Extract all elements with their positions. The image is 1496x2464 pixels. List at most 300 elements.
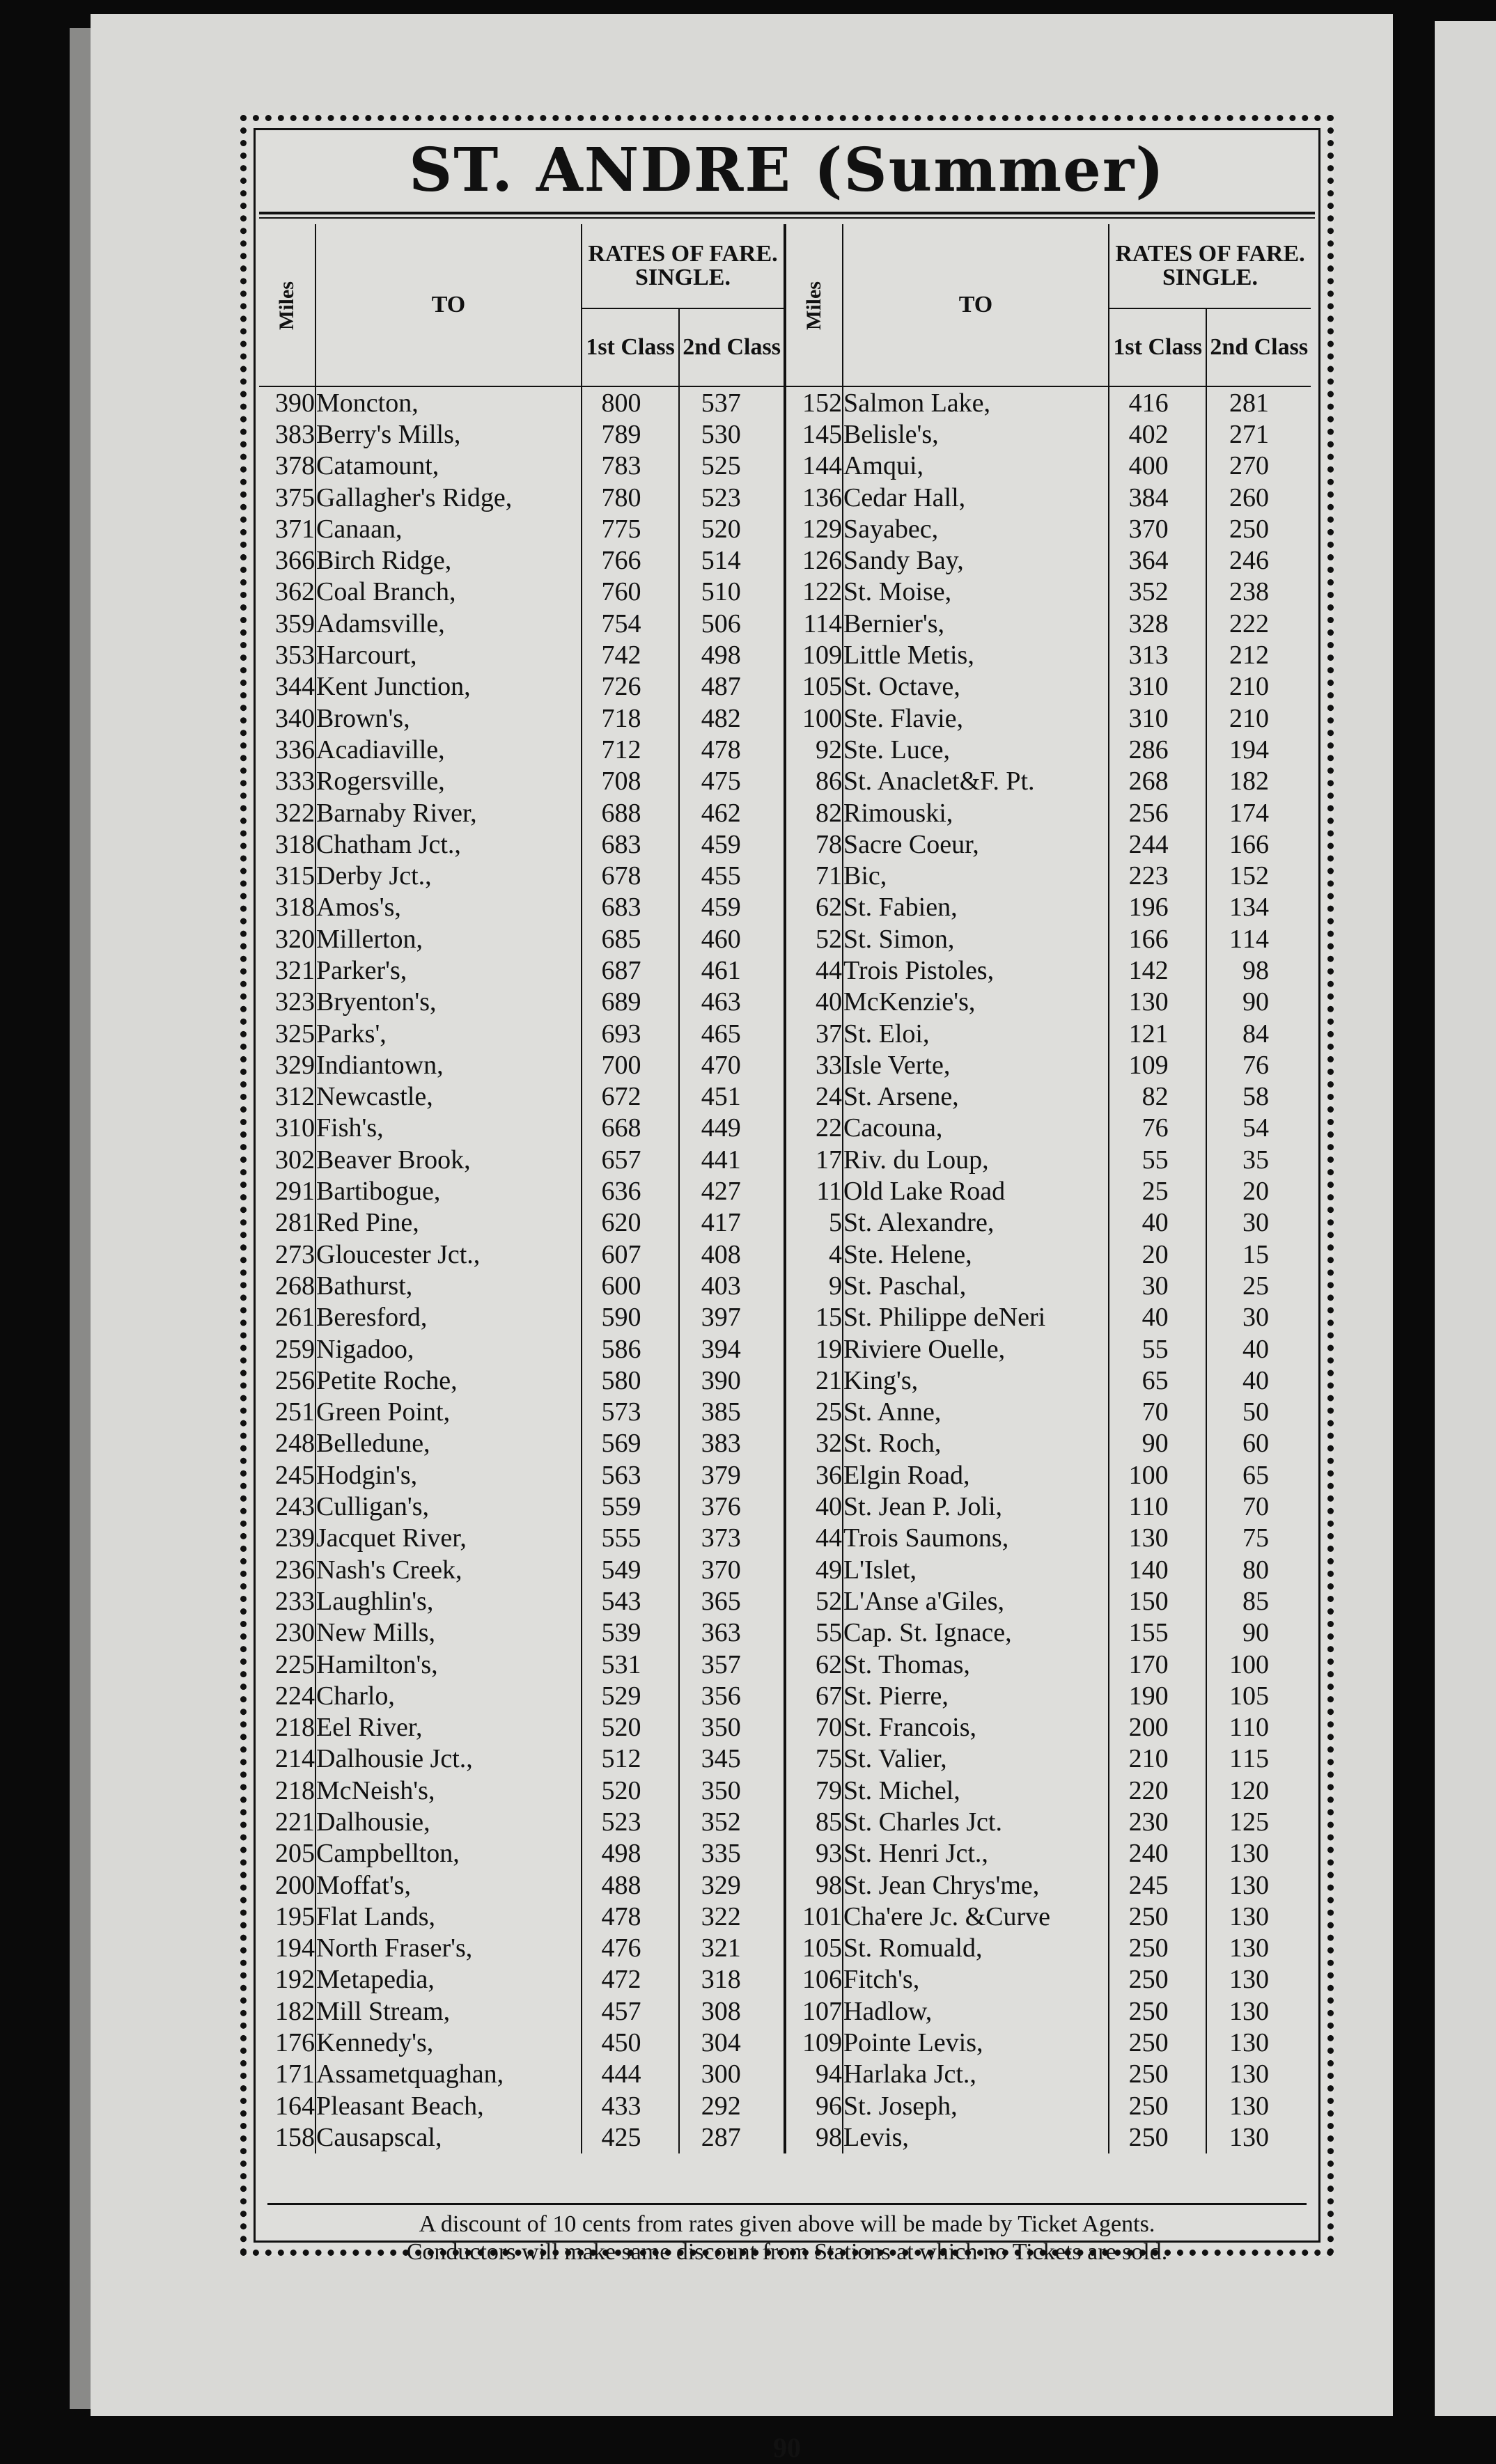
right-miles: 37 xyxy=(785,1018,843,1049)
left-second-cents: 45 xyxy=(715,1743,785,1775)
left-station: Dalhousie, xyxy=(315,1806,582,1837)
right-second-cents: 25 xyxy=(1242,1271,1269,1301)
right-second-dollars xyxy=(1206,1018,1242,1049)
left-first-dollars: 7 xyxy=(601,641,615,670)
left-second-dollars: 4 xyxy=(701,672,715,702)
left-miles: 371 xyxy=(259,513,315,544)
left-miles: 205 xyxy=(259,1838,315,1869)
right-first-cents: 23 xyxy=(1142,860,1207,891)
table-row xyxy=(259,987,1311,1018)
left-first-cents: 98 xyxy=(615,1838,680,1869)
right-first-dollars: 1 xyxy=(1128,893,1142,923)
right-miles: 44 xyxy=(785,1523,843,1554)
right-first-dollars: 4 xyxy=(1128,451,1142,481)
left-second-cents: 21 xyxy=(715,1933,785,1964)
right-second-cents: 35 xyxy=(1242,1145,1269,1175)
left-first-dollars: 4 xyxy=(601,1933,615,1963)
left-first-cents: 00 xyxy=(615,386,680,418)
right-first-cents: 40 xyxy=(1142,1838,1207,1869)
left-first-cents: 90 xyxy=(615,1302,680,1333)
left-second-cents: 70 xyxy=(715,1554,785,1585)
left-first-dollars: 5 xyxy=(601,1460,615,1490)
title-rule xyxy=(259,212,1315,219)
left-station: Kennedy's, xyxy=(315,2027,582,2058)
left-first-cents: 87 xyxy=(615,955,680,986)
right-station: St. Simon, xyxy=(843,923,1109,955)
left-miles: 323 xyxy=(259,987,315,1018)
left-first-cents: 23 xyxy=(615,1806,680,1837)
right-station: St. Paschal, xyxy=(843,1270,1109,1301)
table-row xyxy=(259,513,1311,544)
left-second-cents: 57 xyxy=(715,1649,785,1680)
right-station: St. Anaclet&F. Pt. xyxy=(843,766,1109,797)
right-miles: 49 xyxy=(785,1554,843,1585)
table-row xyxy=(259,1491,1311,1522)
left-second-cents: 18 xyxy=(715,1964,785,1995)
left-station: Indiantown, xyxy=(315,1049,582,1081)
right-second-dollars: 1 xyxy=(1229,1775,1242,1805)
right-miles: 52 xyxy=(785,923,843,955)
right-station: Levis, xyxy=(843,2121,1109,2153)
table-row xyxy=(259,1964,1311,1995)
right-miles: 78 xyxy=(785,829,843,860)
left-first-cents: 85 xyxy=(615,923,680,955)
right-station: St. Eloi, xyxy=(843,1018,1109,1049)
right-miles: 114 xyxy=(785,608,843,639)
right-second-cents: 60 xyxy=(1242,482,1269,512)
right-first-cents: 28 xyxy=(1142,608,1207,639)
left-first-dollars: 5 xyxy=(601,1492,615,1522)
table-row xyxy=(259,829,1311,860)
right-miles: 71 xyxy=(785,860,843,891)
left-second-dollars: 4 xyxy=(701,1113,715,1143)
left-station: Amos's, xyxy=(315,892,582,923)
right-station: L'Anse a'Giles, xyxy=(843,1585,1109,1617)
left-first-cents: 20 xyxy=(615,1775,680,1806)
left-station: Red Pine, xyxy=(315,1207,582,1239)
left-second-cents: 10 xyxy=(715,576,785,608)
right-second-dollars: 1 xyxy=(1229,829,1242,859)
miles-header-right: Miles xyxy=(785,224,843,386)
right-first-dollars: 1 xyxy=(1128,1523,1142,1553)
left-second-cents: 79 xyxy=(715,1459,785,1491)
left-second-dollars: 4 xyxy=(701,924,715,954)
right-second-dollars: 1 xyxy=(1229,1807,1242,1837)
left-station: Fish's, xyxy=(315,1113,582,1144)
right-miles: 11 xyxy=(785,1175,843,1207)
table-row xyxy=(259,1995,1311,2027)
right-first-cents: 40 xyxy=(1142,1554,1207,1585)
left-second-dollars: 4 xyxy=(701,1177,715,1207)
right-miles: 9 xyxy=(785,1270,843,1301)
left-first-cents: 12 xyxy=(615,1743,680,1775)
left-second-cents: 65 xyxy=(715,1018,785,1049)
table-row xyxy=(259,1680,1311,1711)
left-first-cents: 49 xyxy=(615,1554,680,1585)
left-station: Adamsville, xyxy=(315,608,582,639)
left-first-dollars: 6 xyxy=(601,1019,615,1049)
left-second-dollars: 3 xyxy=(701,1775,715,1805)
table-row xyxy=(259,1302,1311,1333)
left-first-cents: 43 xyxy=(615,1585,680,1617)
right-miles: 101 xyxy=(785,1901,843,1932)
table-row xyxy=(259,892,1311,923)
right-second-dollars: 2 xyxy=(1229,514,1242,544)
right-station: Fitch's, xyxy=(843,1964,1109,1995)
right-second-dollars: 1 xyxy=(1229,798,1242,828)
right-station: Sayabec, xyxy=(843,513,1109,544)
right-second-dollars: 2 xyxy=(1229,609,1242,638)
right-first-dollars: 2 xyxy=(1128,1744,1142,1774)
left-first-cents: 60 xyxy=(615,576,680,608)
right-first-cents: 96 xyxy=(1142,892,1207,923)
left-station: Beresford, xyxy=(315,1302,582,1333)
left-second-dollars: 4 xyxy=(701,893,715,923)
left-first-dollars: 6 xyxy=(601,987,615,1017)
left-second-cents: 83 xyxy=(715,1428,785,1459)
right-station: St. Thomas, xyxy=(843,1649,1109,1680)
left-second-dollars: 3 xyxy=(701,1713,715,1743)
right-miles: 152 xyxy=(785,386,843,418)
right-second-cents: 05 xyxy=(1242,1681,1269,1711)
left-second-dollars: 4 xyxy=(701,735,715,764)
right-first-dollars xyxy=(1109,1397,1142,1428)
left-first-cents: 78 xyxy=(615,1901,680,1932)
right-first-cents: 20 xyxy=(1142,1775,1207,1806)
right-first-dollars: 3 xyxy=(1128,609,1142,638)
right-miles: 17 xyxy=(785,1144,843,1175)
right-first-cents: 30 xyxy=(1142,1806,1207,1837)
left-second-cents: 17 xyxy=(715,1207,785,1239)
right-second-cents: 30 xyxy=(1242,1996,1269,2026)
right-second-cents: 40 xyxy=(1242,1334,1269,1364)
right-station: St. Arsene, xyxy=(843,1081,1109,1113)
right-miles: 40 xyxy=(785,987,843,1018)
left-second-cents: 50 xyxy=(715,1775,785,1806)
right-first-dollars: 2 xyxy=(1128,1807,1142,1837)
left-second-dollars: 3 xyxy=(701,1933,715,1963)
right-station: St. Joseph, xyxy=(843,2090,1109,2121)
left-first-cents: 36 xyxy=(615,1175,680,1207)
right-first-cents: 30 xyxy=(1142,1270,1207,1301)
left-second-dollars: 4 xyxy=(701,767,715,797)
left-first-dollars: 7 xyxy=(601,546,615,576)
right-first-dollars: 1 xyxy=(1128,1019,1142,1049)
right-second-dollars: 1 xyxy=(1229,1933,1242,1963)
left-first-dollars: 4 xyxy=(601,2028,615,2058)
left-station: Charlo, xyxy=(315,1680,582,1711)
left-miles: 333 xyxy=(259,766,315,797)
left-first-cents: 69 xyxy=(615,1428,680,1459)
right-first-dollars: 3 xyxy=(1128,514,1142,544)
left-first-dollars: 6 xyxy=(601,1271,615,1301)
right-second-cents: 90 xyxy=(1242,1618,1269,1648)
discount-note-line-1: A discount of 10 cents from rates given above will be made by Ticket Agents. xyxy=(419,2211,1155,2237)
discount-note xyxy=(267,2203,1307,2266)
left-first-dollars: 5 xyxy=(601,1429,615,1459)
left-station: Culligan's, xyxy=(315,1491,582,1522)
table-row xyxy=(259,418,1311,450)
left-second-cents: 87 xyxy=(715,671,785,703)
left-station: Nigadoo, xyxy=(315,1333,582,1365)
left-first-dollars: 8 xyxy=(601,388,615,418)
right-first-cents: 10 xyxy=(1142,703,1207,734)
right-second-cents: 20 xyxy=(1242,1177,1269,1207)
right-first-cents: 56 xyxy=(1142,797,1207,829)
right-miles: 94 xyxy=(785,2059,843,2090)
right-first-dollars: 3 xyxy=(1128,482,1142,512)
left-second-dollars: 3 xyxy=(701,1965,715,1995)
left-second-dollars: 4 xyxy=(701,1019,715,1049)
left-station: New Mills, xyxy=(315,1617,582,1649)
right-first-dollars: 2 xyxy=(1128,2059,1142,2089)
right-second-cents: 75 xyxy=(1242,1523,1269,1553)
right-first-dollars: 2 xyxy=(1128,2091,1142,2121)
left-second-dollars: 3 xyxy=(701,1523,715,1553)
left-miles: 344 xyxy=(259,671,315,703)
left-miles: 325 xyxy=(259,1018,315,1049)
left-first-dollars: 7 xyxy=(601,672,615,702)
left-miles: 256 xyxy=(259,1365,315,1396)
right-first-dollars xyxy=(1109,1081,1142,1113)
left-miles: 259 xyxy=(259,1333,315,1365)
table-row xyxy=(259,1585,1311,1617)
left-station: Petite Roche, xyxy=(315,1365,582,1396)
right-miles: 62 xyxy=(785,892,843,923)
right-first-dollars xyxy=(1109,1239,1142,1270)
right-station: Cap. St. Ignace, xyxy=(843,1617,1109,1649)
left-first-cents: 83 xyxy=(615,450,680,482)
right-first-cents: 84 xyxy=(1142,482,1207,513)
right-station: St. Romuald, xyxy=(843,1933,1109,1964)
right-second-dollars: 1 xyxy=(1229,861,1242,891)
left-first-cents: 31 xyxy=(615,1649,680,1680)
right-first-cents: 50 xyxy=(1142,1933,1207,1964)
right-station: Hadlow, xyxy=(843,1995,1109,2027)
left-second-cents: 08 xyxy=(715,1995,785,2027)
right-first-cents: 82 xyxy=(1142,1081,1207,1113)
right-second-dollars: 1 xyxy=(1229,1744,1242,1774)
left-first-cents: 12 xyxy=(615,734,680,765)
right-station: Riv. du Loup, xyxy=(843,1144,1109,1175)
right-second-cents: 76 xyxy=(1242,1050,1269,1080)
left-first-dollars: 6 xyxy=(601,1145,615,1175)
left-first-cents: 07 xyxy=(615,1239,680,1270)
right-station: Old Lake Road xyxy=(843,1175,1109,1207)
left-miles: 336 xyxy=(259,734,315,765)
right-first-dollars: 1 xyxy=(1128,1555,1142,1585)
right-miles: 36 xyxy=(785,1459,843,1491)
table-row xyxy=(259,923,1311,955)
left-first-cents: 50 xyxy=(615,2027,680,2058)
right-station: St. Pierre, xyxy=(843,1680,1109,1711)
left-station: Millerton, xyxy=(315,923,582,955)
right-second-dollars: 2 xyxy=(1229,482,1242,512)
left-miles: 281 xyxy=(259,1207,315,1239)
left-miles: 353 xyxy=(259,639,315,670)
right-station: Little Metis, xyxy=(843,639,1109,670)
right-second-dollars: 2 xyxy=(1229,546,1242,576)
left-first-cents: 88 xyxy=(615,1869,680,1901)
left-station: Parks', xyxy=(315,1018,582,1049)
table-row xyxy=(259,1933,1311,1964)
left-second-dollars: 3 xyxy=(701,1429,715,1459)
left-station: Derby Jct., xyxy=(315,860,582,891)
right-first-dollars: 3 xyxy=(1128,703,1142,733)
left-station: Pleasant Beach, xyxy=(315,2090,582,2121)
right-station: St. Jean Chrys'me, xyxy=(843,1869,1109,1901)
left-miles: 251 xyxy=(259,1397,315,1428)
right-miles: 136 xyxy=(785,482,843,513)
right-station: St. Fabien, xyxy=(843,892,1109,923)
right-miles: 86 xyxy=(785,766,843,797)
right-first-cents: 55 xyxy=(1142,1333,1207,1365)
left-station: Catamount, xyxy=(315,450,582,482)
right-second-cents: 12 xyxy=(1242,641,1269,670)
right-first-dollars: 2 xyxy=(1128,767,1142,797)
left-second-dollars: 5 xyxy=(701,419,715,449)
left-second-cents: 00 xyxy=(715,2059,785,2090)
left-first-dollars: 6 xyxy=(601,798,615,828)
left-second-dollars: 3 xyxy=(701,1555,715,1585)
right-first-cents: 70 xyxy=(1142,513,1207,544)
right-first-dollars: 2 xyxy=(1128,1901,1142,1931)
table-row xyxy=(259,1743,1311,1775)
left-first-dollars: 7 xyxy=(601,451,615,481)
right-second-dollars: 1 xyxy=(1229,1681,1242,1711)
table-row xyxy=(259,1144,1311,1175)
left-miles: 315 xyxy=(259,860,315,891)
left-second-dollars: 4 xyxy=(701,703,715,733)
right-station: Bernier's, xyxy=(843,608,1109,639)
table-row xyxy=(259,766,1311,797)
right-second-cents: 54 xyxy=(1242,1113,1269,1143)
left-miles: 359 xyxy=(259,608,315,639)
right-station: Isle Verte, xyxy=(843,1049,1109,1081)
left-station: Bryenton's, xyxy=(315,987,582,1018)
right-station: Ste. Flavie, xyxy=(843,703,1109,734)
left-first-dollars: 6 xyxy=(601,955,615,985)
left-first-cents: 25 xyxy=(615,2121,680,2153)
right-first-dollars: 2 xyxy=(1128,829,1142,859)
right-first-cents: 50 xyxy=(1142,1964,1207,1995)
left-station: Birch Ridge, xyxy=(315,544,582,576)
left-second-cents: 52 xyxy=(715,1806,785,1837)
right-second-cents: 60 xyxy=(1242,1429,1269,1459)
left-second-cents: 59 xyxy=(715,829,785,860)
adjacent-page-edge xyxy=(1435,21,1496,2416)
left-station: Gloucester Jct., xyxy=(315,1239,582,1270)
left-second-cents: 04 xyxy=(715,2027,785,2058)
left-miles: 268 xyxy=(259,1270,315,1301)
left-second-cents: 03 xyxy=(715,1270,785,1301)
left-second-cents: 78 xyxy=(715,734,785,765)
table-row xyxy=(259,1270,1311,1301)
right-station: Sandy Bay, xyxy=(843,544,1109,576)
left-second-dollars: 3 xyxy=(701,1492,715,1522)
left-station: Nash's Creek, xyxy=(315,1554,582,1585)
left-station: Coal Branch, xyxy=(315,576,582,608)
left-miles: 230 xyxy=(259,1617,315,1649)
right-second-cents: 30 xyxy=(1242,1303,1269,1333)
left-second-dollars: 4 xyxy=(701,798,715,828)
left-second-dollars: 3 xyxy=(701,1681,715,1711)
left-second-dollars: 3 xyxy=(701,1996,715,2026)
left-second-cents: 59 xyxy=(715,892,785,923)
left-miles: 302 xyxy=(259,1144,315,1175)
table-row xyxy=(259,2059,1311,2090)
right-station: Cacouna, xyxy=(843,1113,1109,1144)
right-miles: 105 xyxy=(785,671,843,703)
right-second-cents: 15 xyxy=(1242,1239,1269,1269)
right-second-dollars xyxy=(1206,1617,1242,1649)
left-second-cents: 70 xyxy=(715,1049,785,1081)
left-second-cents: 82 xyxy=(715,703,785,734)
right-second-dollars: 1 xyxy=(1229,1649,1242,1679)
right-station: St. Charles Jct. xyxy=(843,1806,1109,1837)
left-second-cents: 51 xyxy=(715,1081,785,1113)
table-row xyxy=(259,1554,1311,1585)
left-station: Kent Junction, xyxy=(315,671,582,703)
left-second-cents: 20 xyxy=(715,513,785,544)
miles-header-left: Miles xyxy=(259,224,315,386)
left-second-cents: 55 xyxy=(715,860,785,891)
table-row xyxy=(259,1523,1311,1554)
left-miles: 243 xyxy=(259,1491,315,1522)
left-second-dollars: 3 xyxy=(701,1649,715,1679)
right-miles: 92 xyxy=(785,734,843,765)
right-second-cents: 40 xyxy=(1242,1365,1269,1395)
left-first-dollars: 6 xyxy=(601,924,615,954)
right-miles: 4 xyxy=(785,1239,843,1270)
left-first-dollars: 7 xyxy=(601,703,615,733)
left-station: North Fraser's, xyxy=(315,1933,582,1964)
left-first-cents: 73 xyxy=(615,1397,680,1428)
left-first-dollars: 4 xyxy=(601,1870,615,1900)
right-first-dollars: 2 xyxy=(1128,1870,1142,1900)
left-first-dollars: 7 xyxy=(601,1050,615,1080)
left-miles: 291 xyxy=(259,1175,315,1207)
right-second-cents: 82 xyxy=(1242,767,1269,797)
right-miles: 52 xyxy=(785,1585,843,1617)
discount-note-line-2: Conductors will make same discount from Stations at which no Tickets are sold. xyxy=(406,2239,1168,2265)
left-station: Acadiaville, xyxy=(315,734,582,765)
left-first-cents: 89 xyxy=(615,987,680,1018)
left-second-cents: 08 xyxy=(715,1239,785,1270)
right-miles: 21 xyxy=(785,1365,843,1396)
left-first-dollars: 4 xyxy=(601,2059,615,2089)
right-first-dollars xyxy=(1109,1428,1142,1459)
left-second-dollars: 4 xyxy=(701,955,715,985)
right-second-dollars: 1 xyxy=(1229,2028,1242,2058)
right-second-dollars xyxy=(1206,1585,1242,1617)
right-first-dollars xyxy=(1109,1207,1142,1239)
left-first-cents: 63 xyxy=(615,1459,680,1491)
left-second-cents: 76 xyxy=(715,1491,785,1522)
page-title: ST. ANDRE (Summer) xyxy=(409,135,1165,205)
right-first-cents: 55 xyxy=(1142,1617,1207,1649)
right-second-cents: 65 xyxy=(1242,1460,1269,1490)
left-miles: 318 xyxy=(259,829,315,860)
left-first-cents: 57 xyxy=(615,1144,680,1175)
left-station: Metapedia, xyxy=(315,1964,582,1995)
left-first-cents: 20 xyxy=(615,1711,680,1743)
left-station: Hodgin's, xyxy=(315,1459,582,1491)
right-second-dollars xyxy=(1206,1554,1242,1585)
right-second-cents: 30 xyxy=(1242,1870,1269,1900)
right-first-cents: 65 xyxy=(1142,1365,1207,1396)
fare-table-body xyxy=(259,386,1311,2153)
